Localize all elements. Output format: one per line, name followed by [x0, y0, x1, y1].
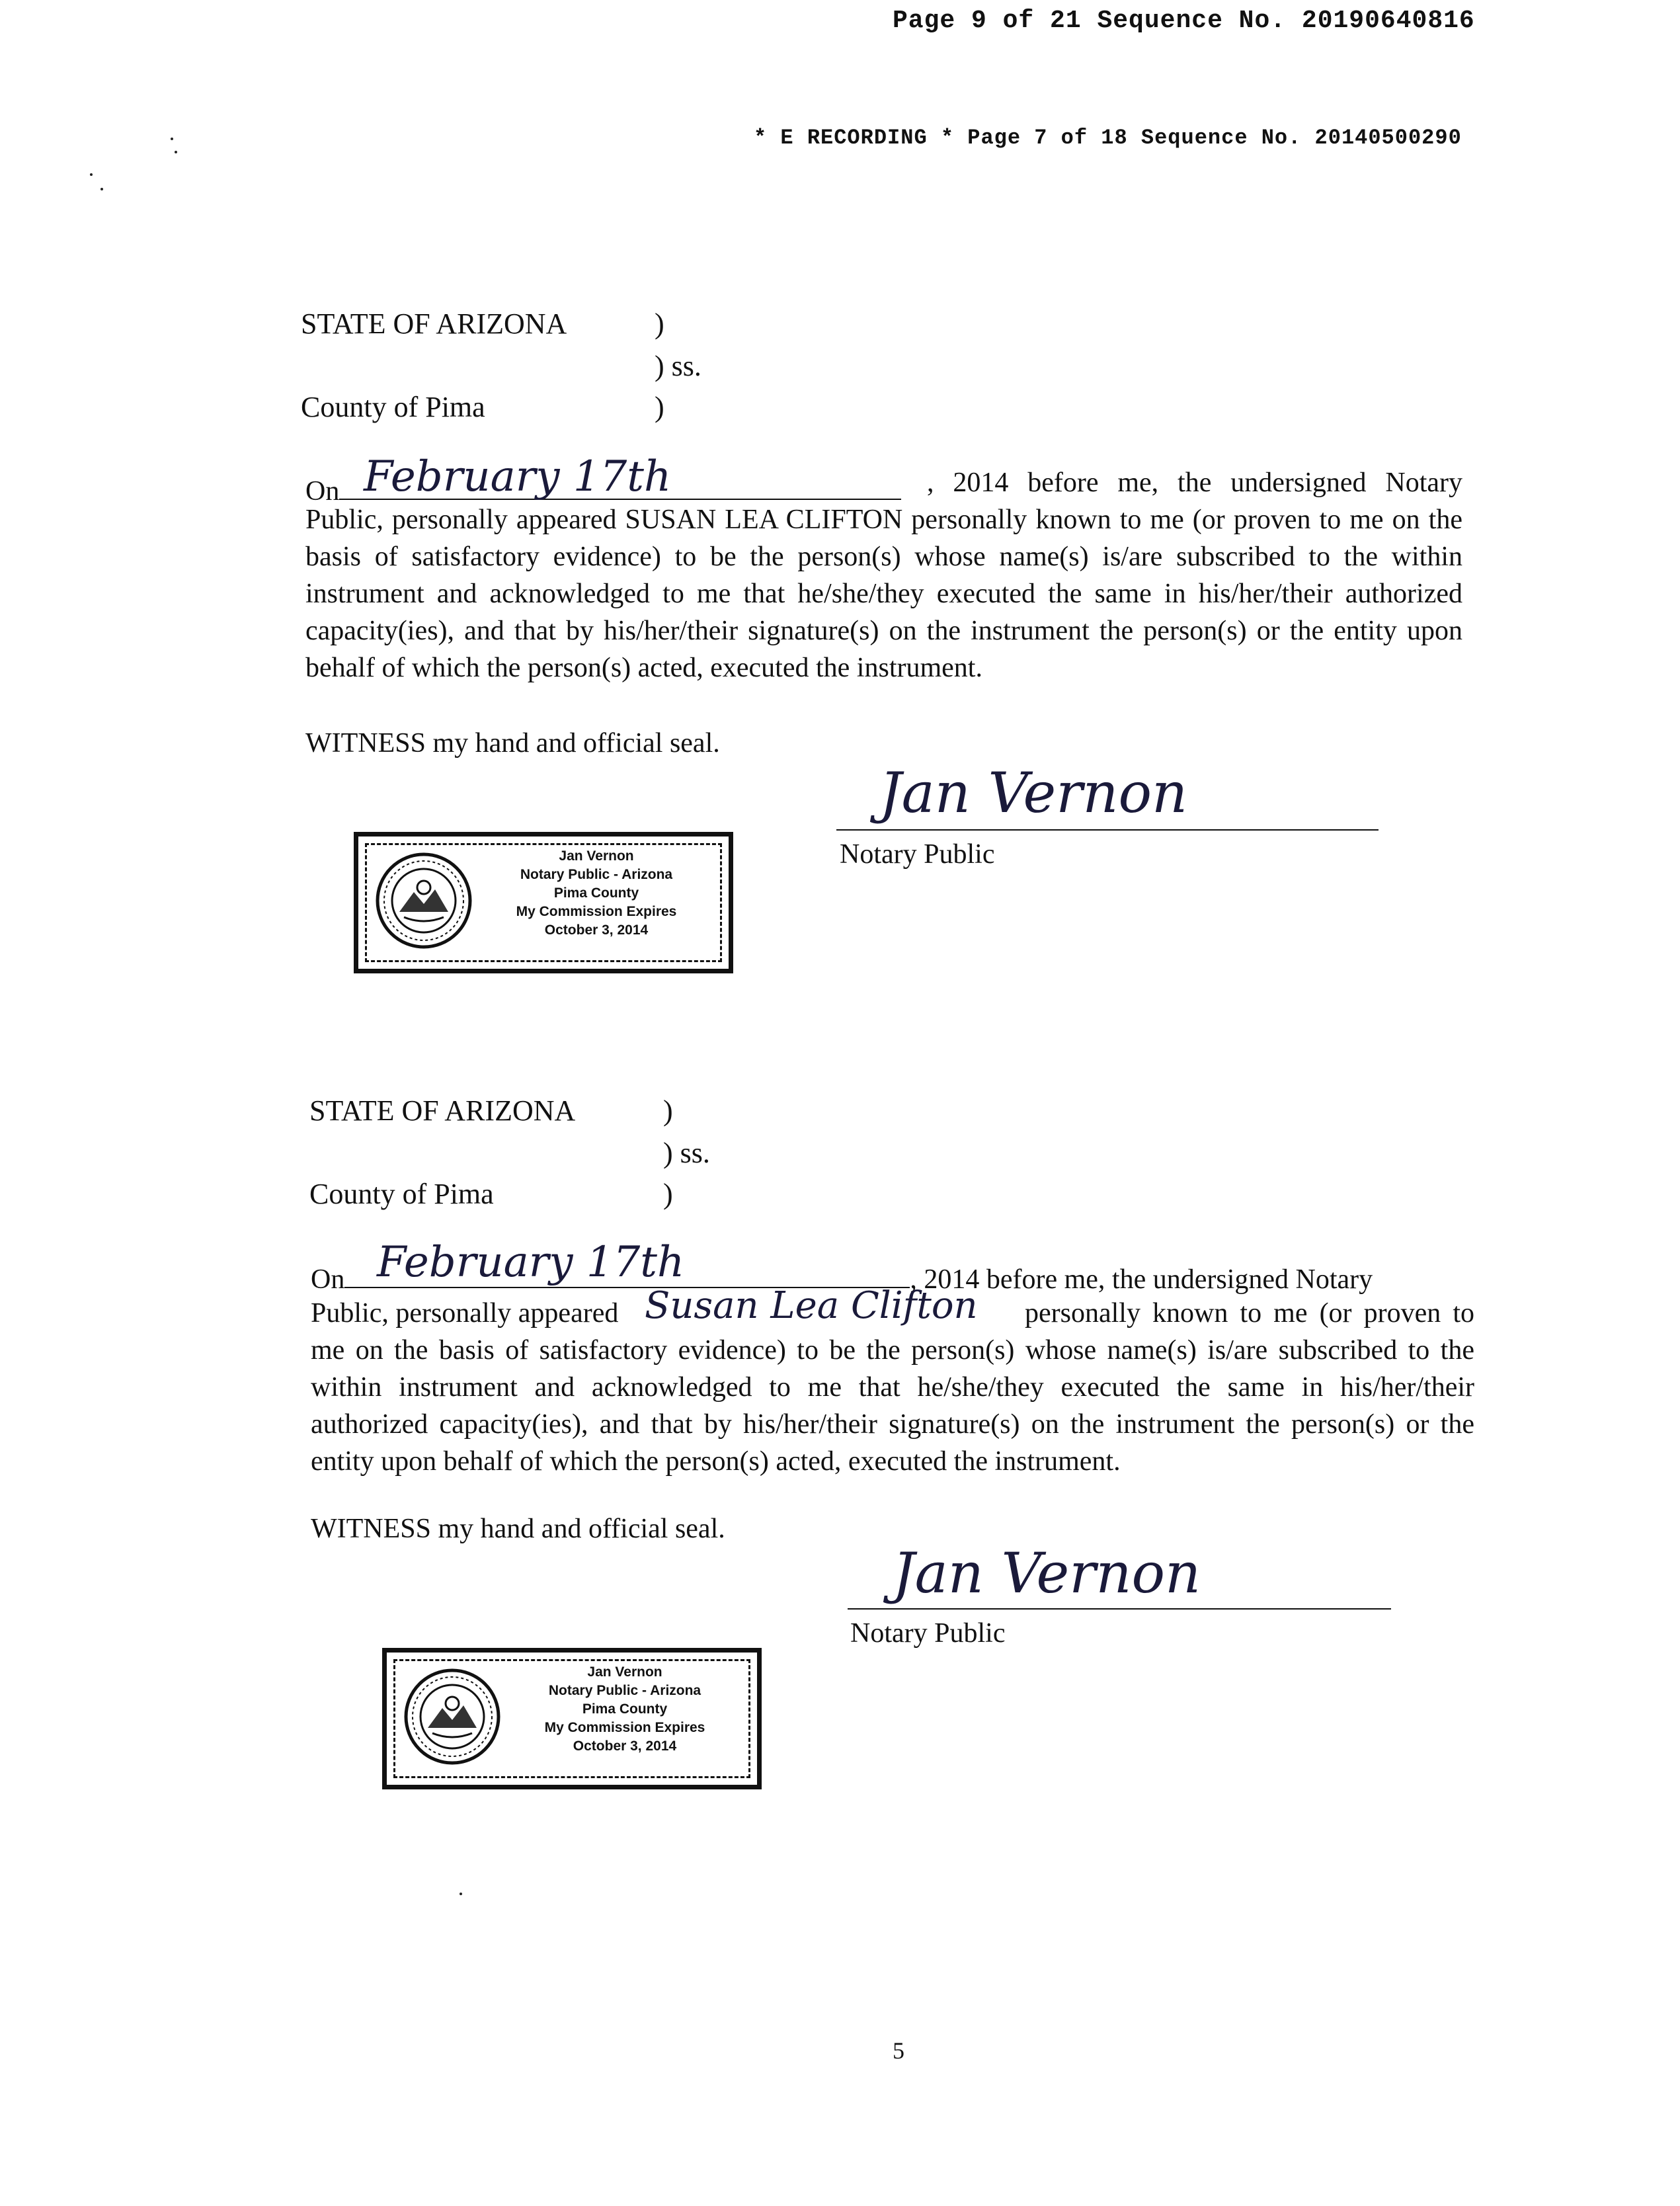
- venue-block: [301, 306, 764, 431]
- county-label: County of Pima: [301, 391, 485, 423]
- appeared-label: Public, personally appeared: [311, 1298, 619, 1328]
- state-label: STATE OF ARIZONA: [309, 1094, 576, 1127]
- scan-speck: [175, 151, 177, 153]
- notary-signature: Jan Vernon: [893, 1541, 1201, 1606]
- stamp-name: Jan Vernon: [559, 848, 634, 864]
- ss-label: ) ss.: [655, 350, 701, 382]
- recording-header-secondary: * E RECORDING * Page 7 of 18 Sequence No. 20140500290: [754, 126, 1462, 150]
- stamp-text: [477, 847, 715, 940]
- stamp-expires-label: My Commission Expires: [544, 1720, 705, 1735]
- year-text: , 2014 before me, the undersigned Notary: [910, 1264, 1373, 1295]
- on-label: On: [305, 476, 340, 507]
- witness-line: WITNESS my hand and official seal.: [311, 1514, 725, 1544]
- recording-header-primary: Page 9 of 21 Sequence No. 20190640816: [893, 7, 1475, 35]
- stamp-county: Pima County: [582, 1701, 668, 1717]
- state-label: STATE OF ARIZONA: [301, 307, 567, 340]
- scan-speck: [100, 188, 103, 190]
- signature-line: [836, 829, 1379, 831]
- venue-block: [309, 1092, 772, 1218]
- scan-speck: [460, 1893, 462, 1895]
- stamp-text: [506, 1663, 744, 1756]
- county-label: County of Pima: [309, 1178, 494, 1210]
- stamp-title: Notary Public - Arizona: [548, 1683, 701, 1698]
- notary-stamp: [354, 832, 733, 973]
- arizona-seal-icon: [403, 1667, 502, 1766]
- stamp-expires-date: October 3, 2014: [544, 922, 649, 938]
- acknowledgment-text: personally known to me (or proven to me on the basis of satisfactory evidence) to be the person(s) whose name(s) is/are subscribed to the within instrument and acknowledged to me that he/she/they executed the same in his/her/their authorized capacity(ies), and that by his/her/their signature(s) on the instrument the person(s) or the entity upon behalf of which the person(s) acted, executed the instrument.: [311, 1298, 1474, 1477]
- stamp-county: Pima County: [553, 885, 639, 901]
- stamp-expires-date: October 3, 2014: [573, 1738, 677, 1754]
- scan-speck: [90, 173, 93, 176]
- stamp-expires-label: My Commission Expires: [516, 904, 677, 919]
- signature-line: [848, 1608, 1391, 1610]
- scan-speck: [171, 138, 173, 140]
- notary-public-label: Notary Public: [850, 1618, 1006, 1649]
- notary-stamp: [382, 1648, 762, 1789]
- venue-paren: ): [655, 391, 664, 423]
- handwritten-date: February 17th: [364, 452, 672, 501]
- venue-paren: ): [663, 1178, 673, 1210]
- handwritten-appeared-name: Susan Lea Clifton: [645, 1284, 978, 1327]
- acknowledgment-text: , 2014 before me, the undersigned Notary Public, personally appeared SUSAN LEA CLIFTON personally known to me (or proven to me on the basis of satisfactory evidence) to be the person(s) whose name(s) is/are subscribed to the within instrument and acknowledged to me that he/she/they executed the same in his/her/their authorized capacity(ies), and that by his/her/their signature(s) on the instrument the person(s) or the entity upon behalf of which the person(s) acted, executed the instrument.: [305, 468, 1462, 683]
- venue-paren: ): [655, 307, 664, 340]
- venue-paren: ): [663, 1094, 673, 1127]
- on-label: On: [311, 1264, 345, 1295]
- notary-public-label: Notary Public: [840, 839, 995, 870]
- page-number: 5: [893, 2037, 904, 2064]
- stamp-name: Jan Vernon: [587, 1664, 662, 1680]
- arizona-seal-icon: [374, 851, 473, 950]
- witness-line: WITNESS my hand and official seal.: [305, 728, 720, 758]
- stamp-title: Notary Public - Arizona: [520, 867, 673, 882]
- notary-signature: Jan Vernon: [879, 760, 1188, 825]
- ss-label: ) ss.: [663, 1137, 710, 1169]
- handwritten-date: February 17th: [377, 1238, 685, 1287]
